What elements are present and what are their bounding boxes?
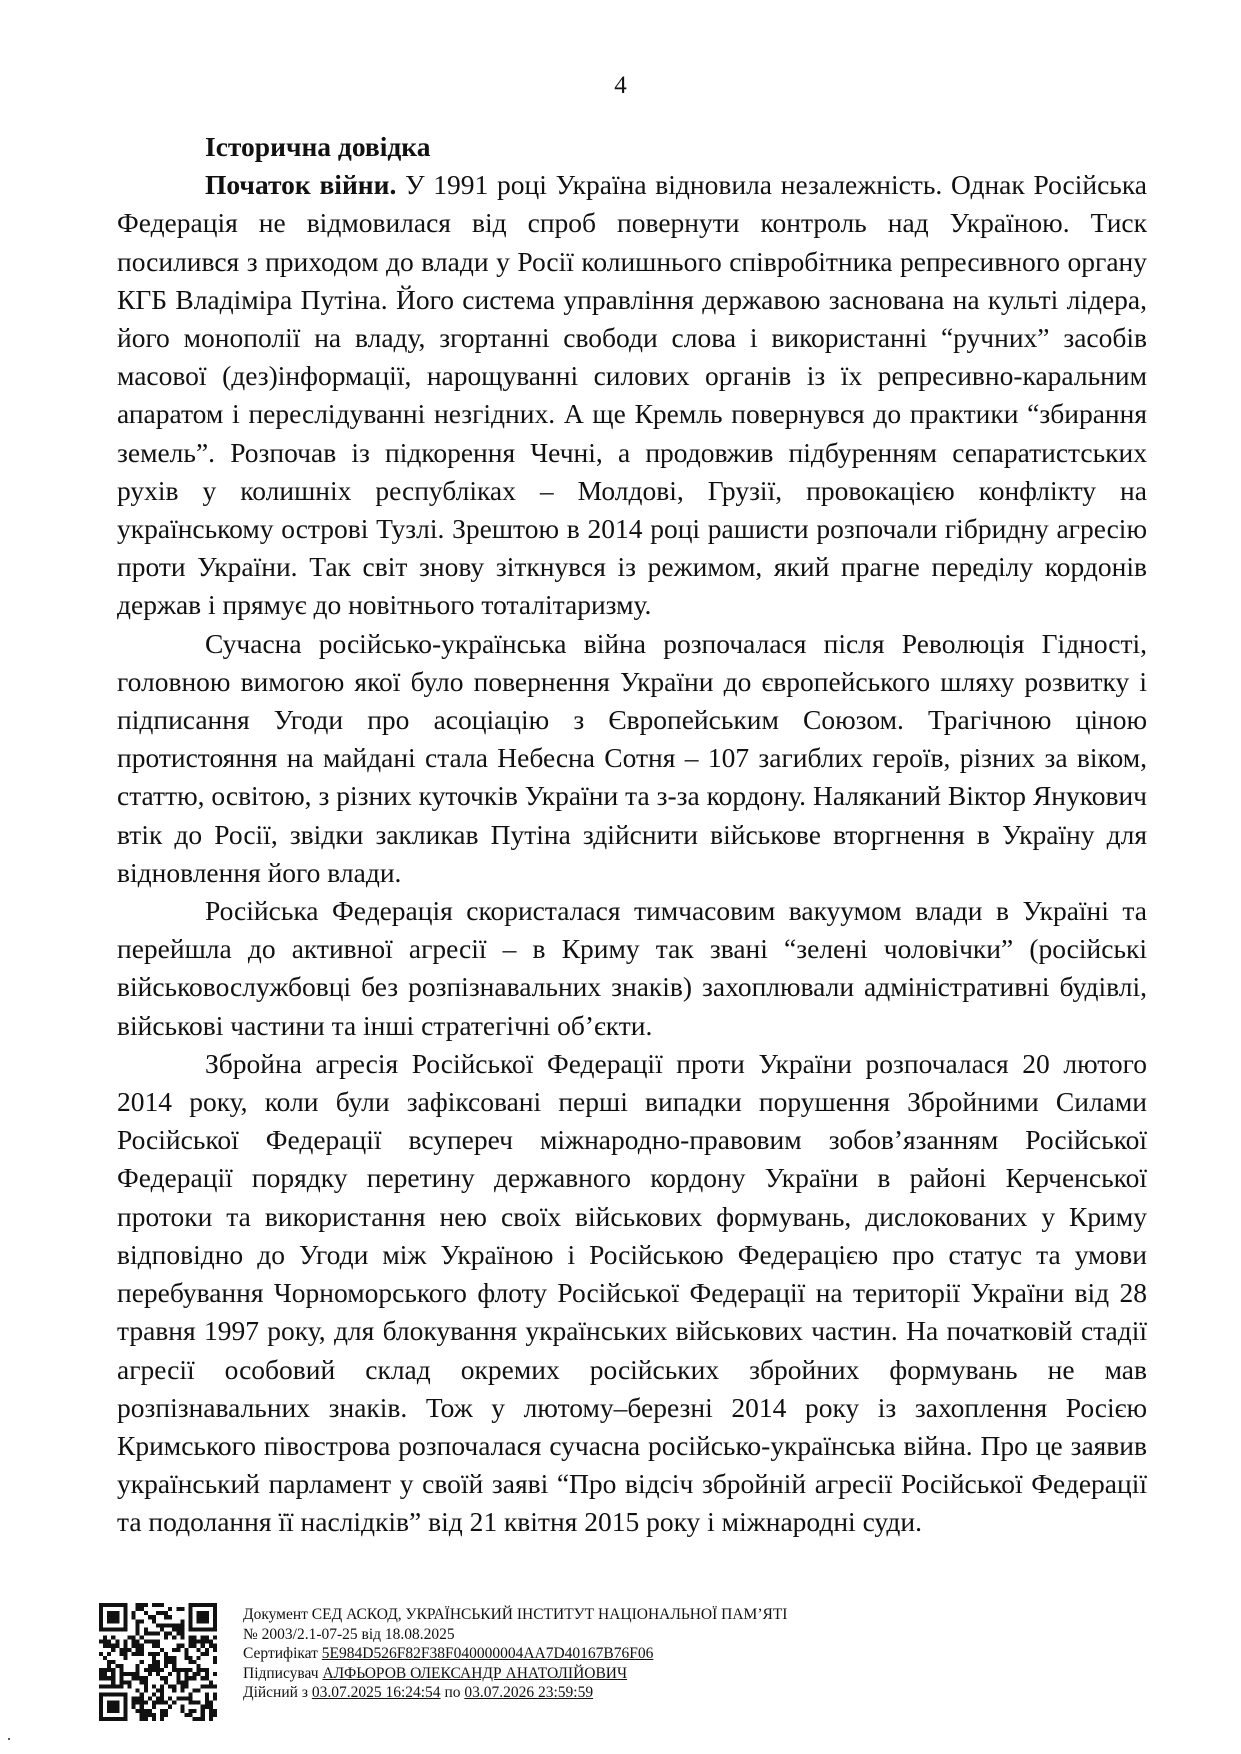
paragraph-war-beginning <box>117 166 1147 624</box>
paragraph-lead: Початок війни. <box>205 169 397 201</box>
paragraph-revolution-of-dignity <box>117 625 1147 892</box>
document-body <box>117 128 1147 1542</box>
valid-to: 03.07.2026 23:59:59 <box>464 1684 594 1701</box>
signature-block <box>243 1605 787 1703</box>
signature-number-line: № 2003/2.1-07-25 від 18.08.2025 <box>243 1625 455 1643</box>
signature-footer <box>99 1603 1139 1728</box>
qr-code-icon <box>99 1603 217 1721</box>
paragraph-crimea-aggression <box>117 892 1147 1045</box>
valid-from: 03.07.2025 16:24:54 <box>311 1684 441 1701</box>
signature-document-line: Документ СЕД АСКОД, УКРАЇНСЬКИЙ ІНСТИТУТ НАЦІОНАЛЬНОЇ ПАМ’ЯТІ <box>243 1606 788 1623</box>
certificate-id: 5E984D526F82F38F040000004AA7D40167B76F06 <box>321 1645 654 1662</box>
paragraph-text: Сучасна російсько-українська війна розпочалася після Революція Гідності, головною вимогою якої було повернення України до європейського шляху розвитку і підписання Угоди про асоціацію з Європейським Союзом. Трагічною ціною протистояння на майдані стала Небесна Сотня – 107 загиблих героїв, різних за віком, статтю, освітою, з різних куточків України та з-за кордону. Наляканий Віктор Янукович втік до Росії, звідки закликав Путіна здійснити військове вторгнення в Україну для відновлення його влади. <box>117 627 1147 888</box>
paragraph-text: Російська Федерація скористалася тимчасовим вакуумом влади в Україні та перейшла до активної агресії – в Криму так звані “зелені чоловічки” (російські військовослужбовці без розпізнавальних знаків) захоплювали адміністративні будівлі, військові частини та інші стратегічні об’єкти. <box>117 895 1147 1041</box>
paragraph-text: Збройна агресія Російської Федерації проти України розпочалася 20 лютого 2014 року, коли були зафіксовані перші випадки порушення Збройними Силами Російської Федерації всупереч міжнародно-правовим зобов’язанням Російської Федерації порядку перетину державного кордону України в районі Керченської протоки та використання нею своїх військових формувань, дислокованих у Криму відповідно до Угоди між Україною і Російською Федерацією про статус та умови перебування Чорноморського флоту Російської Федерації на території України від 28 травня 1997 року, для блокування українських військових частин. На початковій стадії агресії особовий склад окремих російських збройних формувань не мав розпізнавальних знаків. Тож у лютому–березні 2014 року із захоплення Росією Кримського півострова розпочалася сучасна російсько-українська війна. Про це заявив український парламент у своїй заяві “Про відсіч збройній агресії Російської Федерації та подолання її наслідків” від 21 квітня 2015 року і міжнародні суди. <box>117 1047 1147 1538</box>
signature-validity-line: Дійсний з 03.07.2025 16:24:54 по 03.07.2026 23:59:59 <box>243 1684 594 1701</box>
section-title: Історична довідка <box>205 131 431 162</box>
page-number: 4 <box>614 72 627 99</box>
scan-artifact <box>8 1738 10 1740</box>
paragraph-text: У 1991 році Україна відновила незалежність. Однак Російська Федерація не відмовилася від спроб повернути контроль над Україною. Тиск посилився з приходом до влади у Росії колишнього співробітника репресивного органу КГБ Владіміра Путіна. Його система управління державою заснована на культі лідера, його монополії на владу, згортанні свободи слова і використанні “ручних” засобів масової (дез)інформації, нарощуванні силових органів із їх репресивно-каральним апаратом і переслідуванні незгідних. А ще Кремль повернувся до практики “збирання земель”. Розпочав із підкорення Чечні, а продовжив підбуренням сепаратистських рухів у колишніх республіках – Молдові, Грузії, провокацією конфлікту на українському острові Тузлі. Зрештою в 2014 році рашисти розпочали гібридну агресію проти України. Так світ знову зіткнувся із режимом, який прагне переділу кордонів держав і прямує до новітнього тоталітаризму. <box>117 169 1147 621</box>
signature-certificate-line: Сертифікат 5E984D526F82F38F040000004AA7D40167B76F06 <box>243 1645 654 1662</box>
paragraph-armed-aggression <box>117 1045 1147 1542</box>
signature-signer-line: Підписувач АЛФЬОРОВ ОЛЕКСАНДР АНАТОЛІЙОВИЧ <box>243 1664 628 1682</box>
signer-name: АЛФЬОРОВ ОЛЕКСАНДР АНАТОЛІЙОВИЧ <box>322 1664 628 1682</box>
